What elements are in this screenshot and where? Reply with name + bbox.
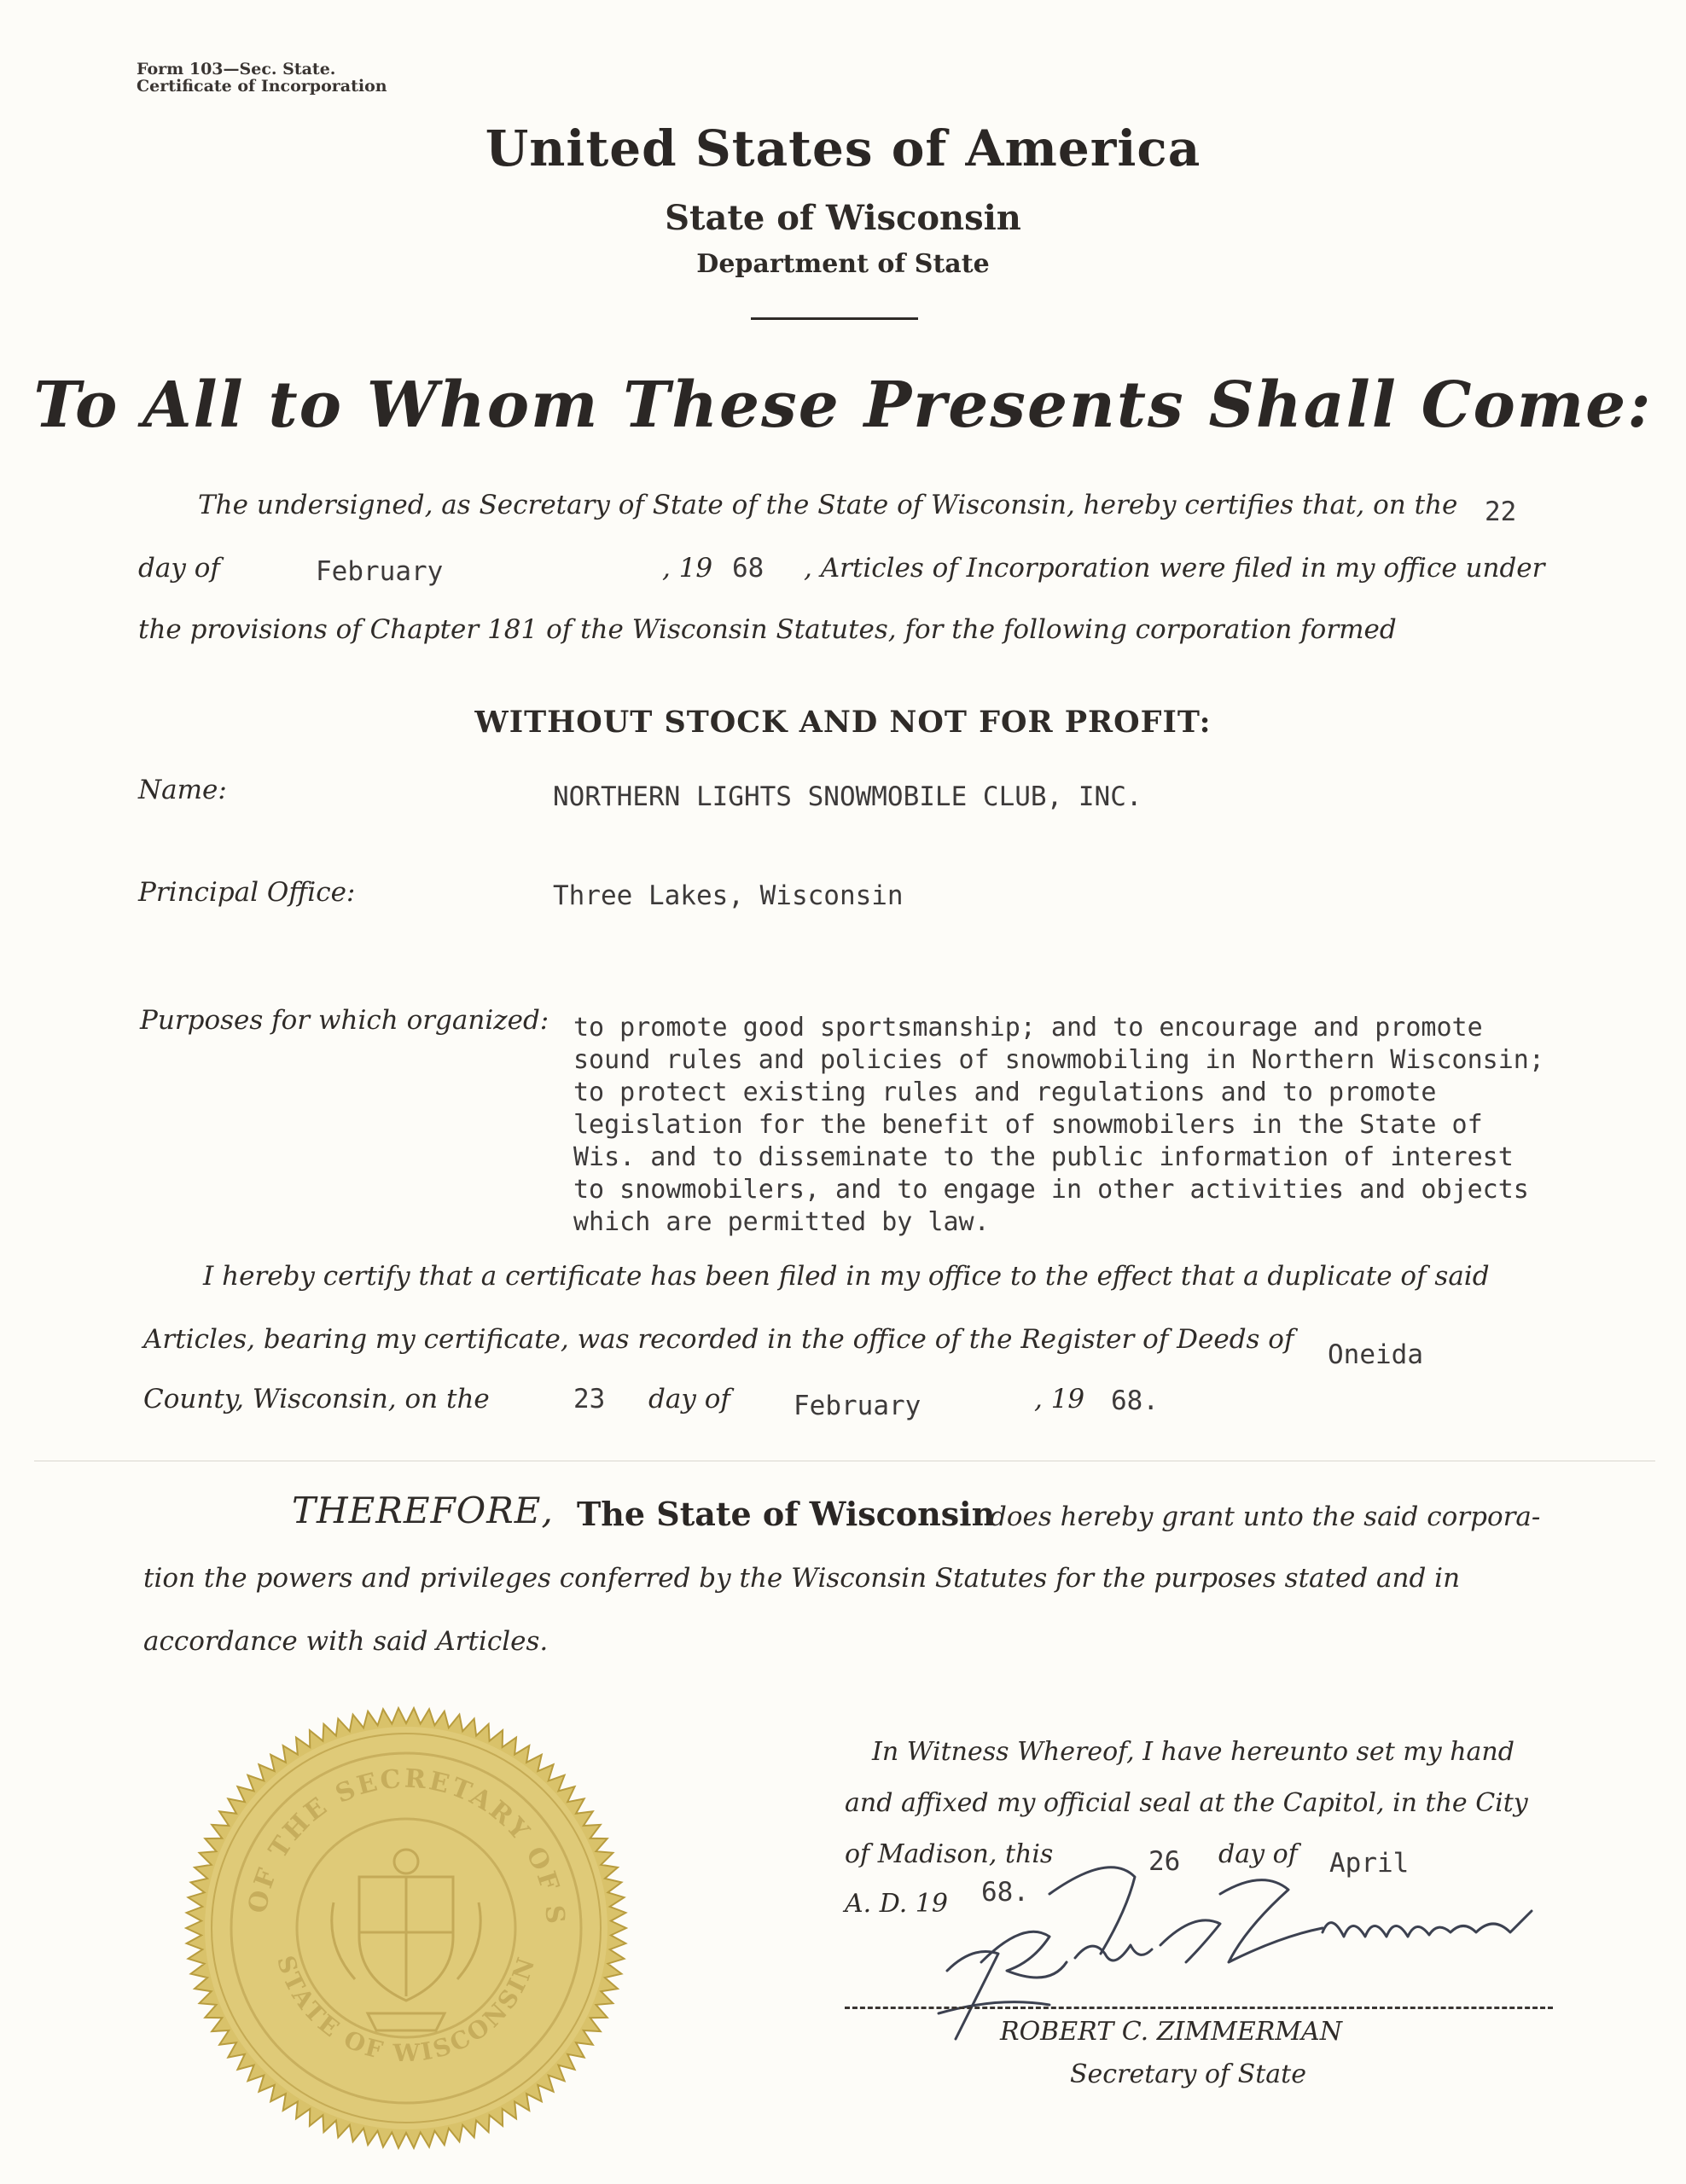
recording-line2: Articles, bearing my certificate, was recorded in the office of the Register of Deeds of — [143, 1324, 1294, 1355]
recording-year-prefix: , 19 — [1034, 1384, 1085, 1414]
purposes-text — [573, 1012, 1544, 1239]
witness-ad-prefix: A. D. 19 — [845, 1889, 948, 1919]
filed-year: 68 — [732, 553, 765, 584]
witness-line1: In Witness Whereof, I have hereunto set my hand — [872, 1737, 1514, 1767]
seal-outer-text: OF THE SECRETARY OF S — [242, 1763, 571, 1928]
purposes-line: to protect existing rules and regulations and to promote — [573, 1077, 1437, 1107]
witness-line2: and affixed my official seal at the Capitol, in the City — [845, 1788, 1528, 1818]
certification-line2: , Articles of Incorporation were filed in my office under — [804, 553, 1545, 584]
certification-line3: the provisions of Chapter 181 of the Wisconsin Statutes, for the following corporation formed — [138, 614, 1397, 645]
purposes-line: to promote good sportsmanship; and to encourage and promote — [573, 1013, 1483, 1043]
certification-line1: The undersigned, as Secretary of State of the State of Wisconsin, hereby certifies that, on the — [198, 490, 1458, 520]
signatory-name: ROBERT C. ZIMMERMAN — [1000, 2017, 1342, 2047]
witness-day-of-label: day of — [1218, 1839, 1298, 1869]
filed-day: 22 — [1485, 497, 1517, 527]
grant-state-name: The State of Wisconsin — [577, 1495, 996, 1533]
recording-county: Oneida — [1328, 1339, 1423, 1370]
purposes-line: to snowmobilers, and to engage in other activities and objects — [573, 1175, 1529, 1205]
therefore: THEREFORE, — [292, 1490, 554, 1531]
department-title: Department of State — [696, 249, 990, 279]
state-title: State of Wisconsin — [665, 198, 1021, 238]
witness-day: 26 — [1148, 1846, 1181, 1877]
signature-line — [845, 2007, 1553, 2009]
recorded-year: 68. — [1111, 1385, 1159, 1416]
witness-year: 68. — [981, 1877, 1029, 1908]
witness-month: April — [1329, 1848, 1410, 1879]
principal-office-value: Three Lakes, Wisconsin — [553, 880, 904, 911]
purposes-line: Wis. and to disseminate to the public information of interest — [573, 1142, 1514, 1172]
seal-inner-text: STATE OF WISCONSIN — [270, 1951, 542, 2068]
signatory-title: Secretary of State — [1070, 2059, 1306, 2089]
recording-day-of-label: day of — [648, 1384, 730, 1414]
recording-line1: I hereby certify that a certificate has been filed in my office to the effect that a duplicate of said — [203, 1261, 1490, 1292]
gold-seal-icon — [184, 1706, 628, 2150]
form-number: Form 103—Sec. State. — [137, 60, 336, 78]
grant-line1: does hereby grant unto the said corpora- — [990, 1502, 1541, 1532]
witness-line3: of Madison, this — [845, 1839, 1054, 1869]
corporation-type-heading: WITHOUT STOCK AND NOT FOR PROFIT: — [474, 705, 1212, 740]
recorded-month: February — [794, 1391, 921, 1421]
grant-line2: tion the powers and privileges conferred by the Wisconsin Statutes for the purposes stated and in — [143, 1563, 1461, 1594]
purposes-label: Purposes for which organized: — [140, 1005, 549, 1036]
day-of-label: day of — [138, 553, 220, 584]
form-title: Certificate of Incorporation — [137, 77, 387, 96]
filed-month: February — [316, 556, 444, 587]
purposes-line: which are permitted by law. — [573, 1207, 990, 1237]
year-prefix: , 19 — [662, 553, 713, 584]
recorded-day: 23 — [573, 1384, 606, 1414]
purposes-line: legislation for the benefit of snowmobilers in the State of — [573, 1110, 1483, 1140]
state-seal — [184, 1706, 628, 2150]
country-title: United States of America — [485, 119, 1201, 177]
header-divider — [751, 317, 918, 320]
purposes-line: sound rules and policies of snowmobiling in Northern Wisconsin; — [573, 1045, 1544, 1075]
grant-line3: accordance with said Articles. — [143, 1626, 549, 1657]
salutation: To All to Whom These Presents Shall Come: — [33, 369, 1653, 442]
principal-office-label: Principal Office: — [138, 877, 356, 908]
corporation-name: NORTHERN LIGHTS SNOWMOBILE CLUB, INC. — [553, 781, 1142, 812]
recording-line3-prefix: County, Wisconsin, on the — [143, 1384, 490, 1414]
name-label: Name: — [138, 775, 227, 805]
